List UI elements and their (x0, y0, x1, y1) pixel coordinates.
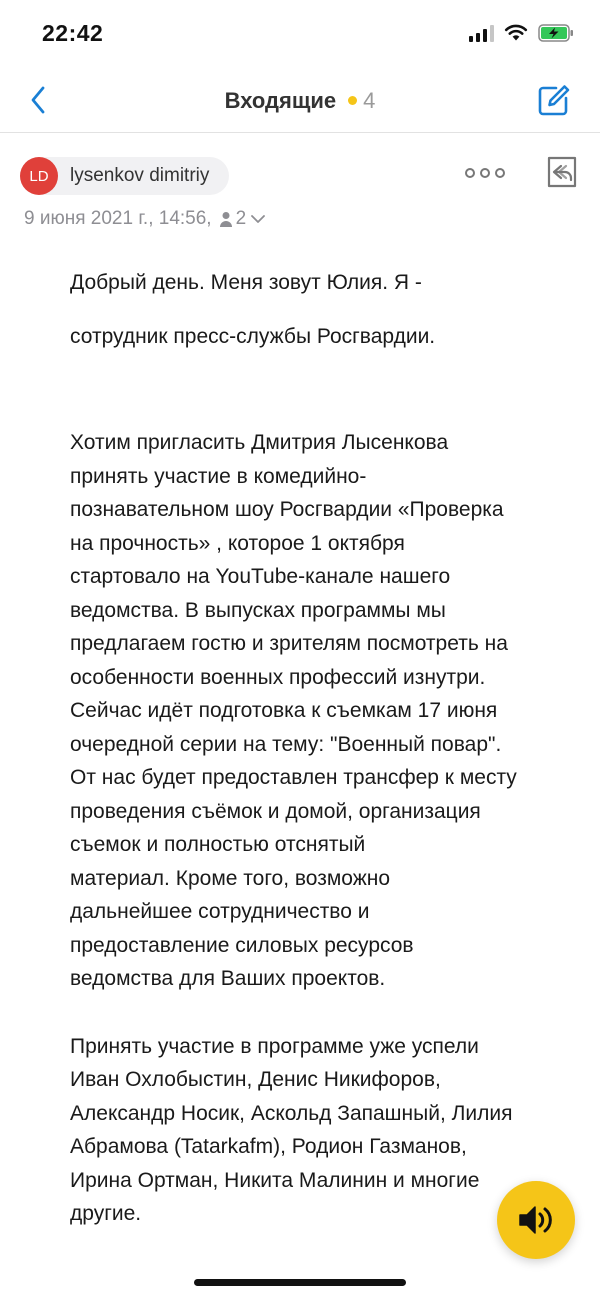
status-time: 22:42 (42, 20, 104, 46)
message-paragraph: Добрый день. Меня зовут Юлия. Я - (70, 271, 422, 294)
battery-charging-icon (538, 24, 574, 42)
folder-title: Входящие (224, 88, 337, 113)
message-meta[interactable] (24, 208, 266, 230)
more-button[interactable] (462, 161, 508, 185)
message-paragraph: Принять участие в программе уже успели Иван Охлобыстин, Денис Никифоров, Александр Носик, Аскольд Запашный, Лилия Абрамова (Tatarkafm), Родион Газманов, Ирина Ортман, Никита Малинин и многие другие. (70, 1034, 513, 1225)
cellular-signal-icon (469, 25, 494, 42)
message-date: 9 июня 2021 г., 14:56, (24, 208, 212, 229)
navigation-bar (0, 70, 600, 133)
status-icons (469, 24, 574, 42)
compose-icon (537, 83, 571, 117)
message-paragraph: Хотим пригласить Дмитрия Лысенкова принять участие в комедийно- познавательном шоу Росгвардии «Проверка на прочность» , которое 1 октября стартовало на YouTube-канале нашего ведомства. В выпусках программы мы предлагаем гостю и зрителям посмотреть на особенности военных профессий изнутри. Сейчас идёт подготовка к съемкам 17 июня очередной серии на тему: "Военный повар". От нас будет предоставлен трансфер к месту проведения съёмок и домой, организация съемок и полностью отснятый материал. Кроме того, возможно дальнейшее сотрудничество и предоставление силовых ресурсов ведомства для Ваших проектов. (70, 431, 517, 990)
reply-all-icon (545, 155, 579, 189)
home-indicator[interactable] (194, 1279, 406, 1286)
chevron-down-icon (250, 214, 266, 224)
speaker-icon (517, 1203, 555, 1237)
sender-chip[interactable] (20, 157, 229, 195)
reply-all-button[interactable] (542, 152, 582, 192)
message-body (70, 266, 585, 1231)
recipients-count: 2 (235, 208, 247, 229)
nav-title-group (0, 88, 600, 114)
person-icon (219, 211, 233, 227)
unread-count: 4 (363, 88, 376, 113)
read-aloud-button[interactable] (497, 1181, 575, 1259)
wifi-icon (504, 24, 528, 42)
compose-button[interactable] (534, 80, 574, 120)
more-icon-dot (480, 168, 490, 178)
avatar: LD (20, 157, 58, 195)
sender-name: lysenkov dimitriy (70, 165, 210, 186)
status-bar (0, 0, 600, 70)
unread-dot (348, 96, 357, 105)
more-icon (465, 168, 475, 178)
message-paragraph: сотрудник пресс-службы Росгвардии. (70, 324, 436, 348)
more-icon-dot (495, 168, 505, 178)
